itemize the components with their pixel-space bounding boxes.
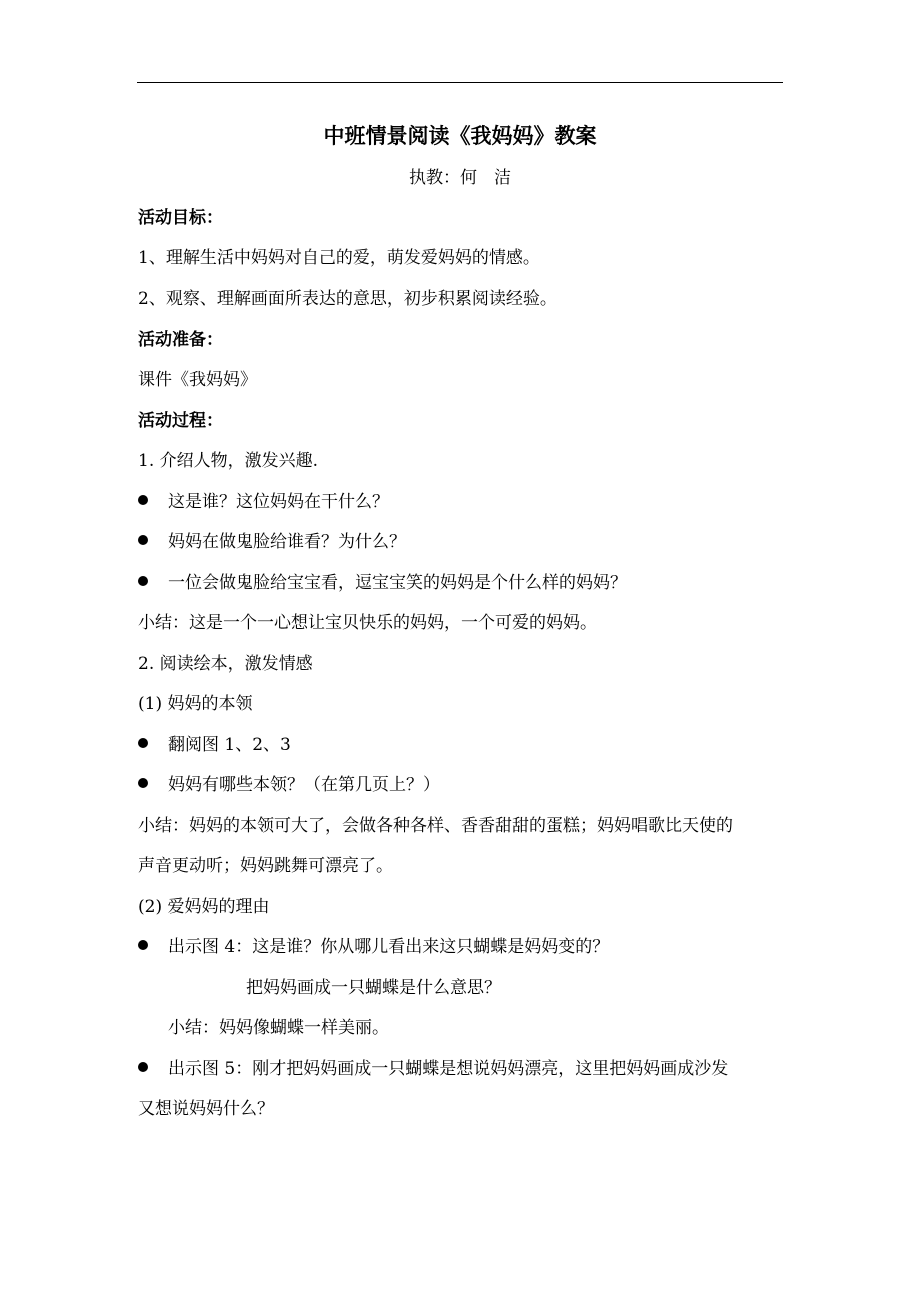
subsection-heading: (2) 爱妈妈的理由 (138, 897, 270, 917)
list-item: 出示图 4：这是谁？你从哪儿看出来这只蝴蝶是妈妈变的？ (138, 935, 609, 959)
subsection-heading: (1) 妈妈的本领 (138, 694, 253, 714)
summary-text: 小结：妈妈像蝴蝶一样美丽。 (168, 1018, 389, 1038)
bullet-icon (138, 1062, 148, 1072)
list-item: 翻阅图 1、2、3 (138, 733, 291, 757)
author-line: 执教：何 洁 (409, 168, 511, 188)
goal-item: 2、观察、理解画面所表达的意思，初步积累阅读经验。 (138, 289, 557, 309)
header-rule (137, 82, 783, 83)
summary-text: 小结：这是一个一心想让宝贝快乐的妈妈，一个可爱的妈妈。 (138, 613, 597, 633)
summary-text: 声音更动听；妈妈跳舞可漂亮了。 (138, 856, 393, 876)
bullet-icon (138, 576, 148, 586)
step-heading: 1. 介绍人物，激发兴趣. (138, 451, 319, 471)
bullet-icon (138, 940, 148, 950)
question-continuation: 把妈妈画成一只蝴蝶是什么意思？ (246, 978, 501, 998)
prep-heading: 活动准备： (138, 330, 223, 350)
goal-item: 1、理解生活中妈妈对自己的爱，萌发爱妈妈的情感。 (138, 248, 540, 268)
list-item: 妈妈在做鬼脸给谁看？为什么？ (138, 530, 406, 554)
step-heading: 2. 阅读绘本，激发情感 (138, 654, 313, 674)
summary-text: 小结：妈妈的本领可大了，会做各种各样、香香甜甜的蛋糕；妈妈唱歌比天使的 (138, 816, 733, 836)
process-heading: 活动过程： (138, 411, 223, 431)
prep-text: 课件《我妈妈》 (138, 370, 257, 390)
bullet-icon (138, 495, 148, 505)
bullet-icon (138, 778, 148, 788)
document-title: 中班情景阅读《我妈妈》教案 (323, 123, 597, 148)
list-item: 妈妈有哪些本领？（在第几页上？） (138, 773, 440, 797)
list-item: 这是谁？这位妈妈在干什么？ (138, 490, 389, 514)
goals-heading: 活动目标： (138, 208, 223, 228)
bullet-icon (138, 535, 148, 545)
list-item: 一位会做鬼脸给宝宝看，逗宝宝笑的妈妈是个什么样的妈妈？ (138, 571, 627, 595)
list-item-continuation: 又想说妈妈什么？ (138, 1099, 274, 1119)
bullet-icon (138, 738, 148, 748)
list-item: 出示图 5：刚才把妈妈画成一只蝴蝶是想说妈妈漂亮，这里把妈妈画成沙发 (138, 1057, 728, 1081)
